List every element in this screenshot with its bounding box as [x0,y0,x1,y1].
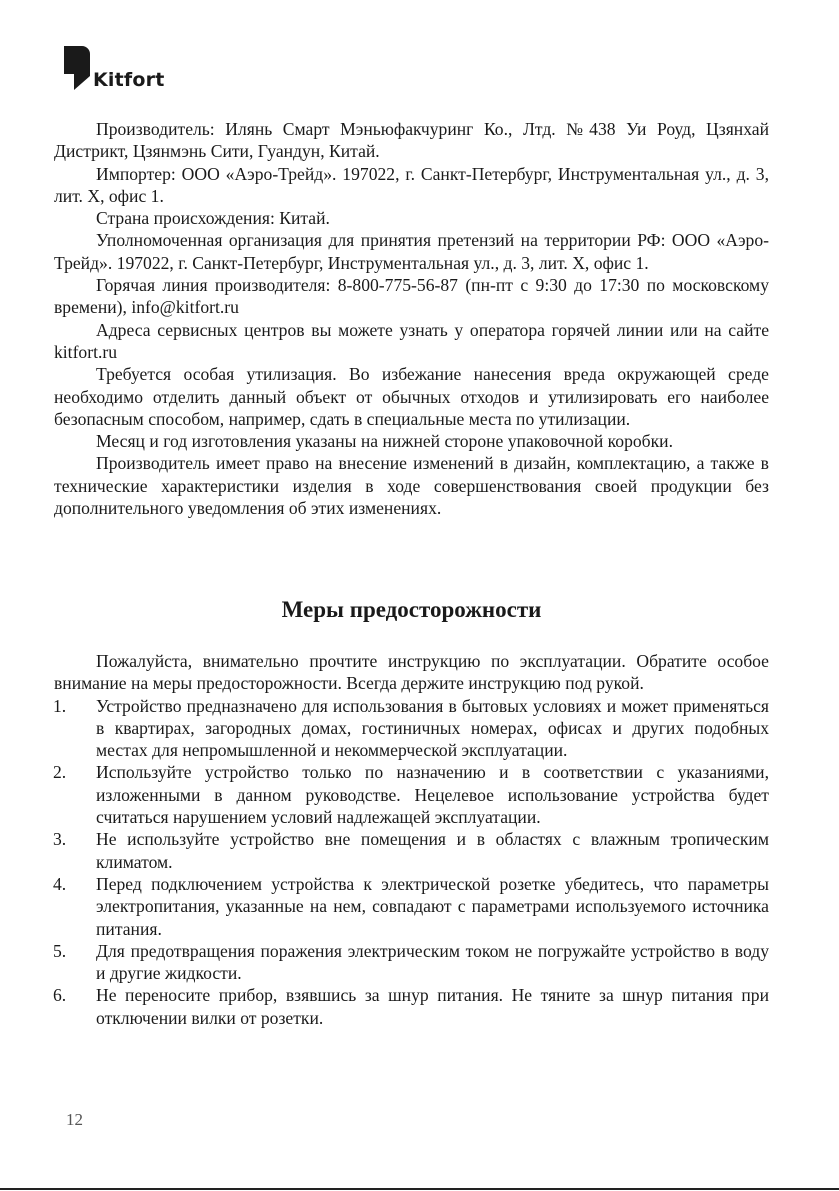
precautions-list [54,695,769,1029]
authorized-org-paragraph: Уполномоченная организация для принятия претензий на территории РФ: ООО «Аэро-Трейд». 197022, г. Санкт-Петербург, Инструментальная ул., д. 3, лит. Х, офис 1. [54,230,769,273]
list-item [54,984,769,1029]
precautions-intro: Пожалуйста, внимательно прочтите инструкцию по эксплуатации. Обратите особое внимание на меры предосторожности. Всегда держите инструкцию под рукой. [54,651,769,694]
changes-paragraph: Производитель имеет право на внесение изменений в дизайн, комплектацию, а также в технические характеристики изделия в ходе совершенствования своей продукции без дополнительного уведомления об этих изменениях. [54,453,769,519]
section-title: Меры предосторожности [281,597,542,622]
list-item-number: 6. [53,985,67,1006]
list-item-text: Используйте устройство только по назначению и в соответствии с указаниями, изложенными в данном руководстве. Нецелевое использование устройства будет считаться нарушением условий надлежащей эксплуатации. [96,762,769,828]
list-item [54,695,769,762]
list-item-number: 5. [53,940,67,961]
list-item-number: 1. [53,695,67,716]
origin-paragraph: Страна происхождения: Китай. [96,208,330,229]
page-number: 12 [66,1110,83,1129]
precautions-section [54,650,769,1029]
list-item [54,761,769,828]
service-centers-paragraph: Адреса сервисных центров вы можете узнать у оператора горячей линии или на сайте kitfort.ru [54,319,769,362]
importer-paragraph: Импортер: ООО «Аэро-Трейд». 197022, г. Санкт-Петербург, Инструментальная ул., д. 3, лит. Х, офис 1. [54,163,769,206]
manufacturer-paragraph: Производитель: Илянь Смарт Мэньюфакчуринг Ко., Лтд. №438 Уи Роуд, Цзянхай Дистрикт, Цзянмэнь Сити, Гуандун, Китай. [54,119,769,162]
list-item-text: Не используйте устройство вне помещения и в областях с влажным тропическим климатом. [96,829,769,872]
info-section [54,118,769,519]
list-item [54,828,769,873]
brand-name: Kitfort [93,69,165,91]
bottom-divider [0,1188,839,1190]
hotline-paragraph: Горячая линия производителя: 8-800-775-56-87 (пн-пт с 9:30 до 17:30 по московскому времени), info@kitfort.ru [54,275,769,318]
list-item-text: Не переносите прибор, взявшись за шнур питания. Не тяните за шнур питания при отключении вилки от розетки. [96,985,769,1028]
list-item [54,873,769,940]
list-item [54,940,769,985]
list-item-text: Устройство предназначено для использования в бытовых условиях и может применяться в квартирах, загородных домах, гостиничных номерах, офисах и других подобных местах для непромышленной и некоммерческой эксплуатации. [96,695,769,761]
list-item-number: 3. [53,829,67,850]
list-item-number: 4. [53,873,67,894]
disposal-paragraph: Требуется особая утилизация. Во избежание нанесения вреда окружающей среде необходимо отделить данный объект от обычных отходов и утилизировать его наиболее безопасным способом, например, сдать в специальные места по утилизации. [54,364,769,429]
list-item-text: Перед подключением устройства к электрической розетке убедитесь, что параметры электропитания, указанные на нем, совпадают с параметрами используемого источника питания. [96,873,769,939]
brand-logo [64,46,165,90]
kitfort-logo-icon [64,46,90,90]
list-item-text: Для предотвращения поражения электрическим током не погружайте устройство в воду и другие жидкости. [96,940,769,984]
manufacture-date-paragraph: Месяц и год изготовления указаны на нижней стороне упаковочной коробки. [96,431,673,452]
list-item-number: 2. [53,762,67,783]
